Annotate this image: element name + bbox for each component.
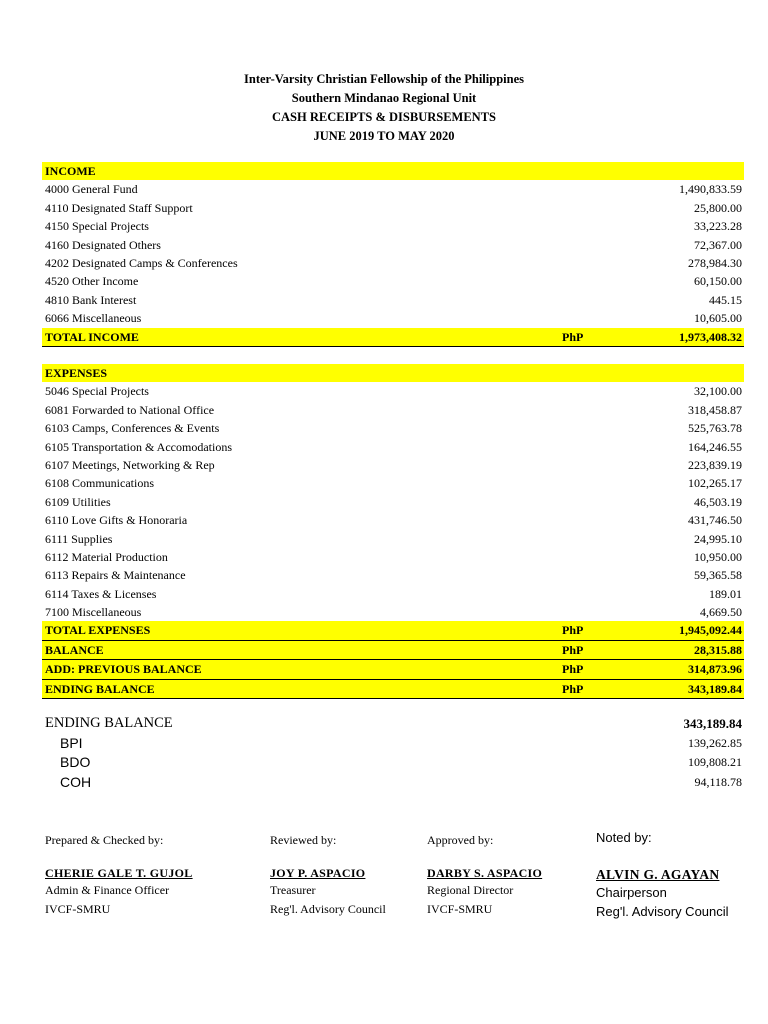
signatory-org: IVCF-SMRU (45, 902, 111, 916)
income-heading (42, 162, 744, 180)
expense-row (42, 493, 744, 511)
expenses-heading-label: EXPENSES (45, 366, 108, 380)
expense-row-label: 7100 Miscellaneous (45, 605, 142, 620)
expense-row (42, 438, 744, 456)
income-row (42, 254, 744, 272)
summary-row-amount: 94,118.78 (694, 774, 742, 789)
summary-row-label: COH (60, 773, 92, 790)
expense-total-row-amount: 28,315.88 (694, 642, 742, 657)
income-row (42, 272, 744, 290)
expense-row-amount: 59,365.58 (694, 568, 742, 583)
expense-row (42, 401, 744, 419)
income-row-amount: 33,223.28 (694, 219, 742, 234)
income-row-label: 4000 General Fund (45, 182, 138, 197)
total-income-row (42, 328, 744, 347)
expense-total-row-label: ENDING BALANCE (45, 681, 155, 696)
expense-row (42, 419, 744, 437)
expense-row-label: 6109 Utilities (45, 494, 111, 509)
income-row (42, 180, 744, 198)
summary-row-label: BPI (60, 734, 83, 751)
income-row-label: 4160 Designated Others (45, 237, 161, 252)
income-list (42, 180, 744, 327)
expense-row-amount: 46,503.19 (694, 494, 742, 509)
summary-row (42, 773, 744, 793)
unit-name: Southern Mindanao Regional Unit (291, 91, 477, 105)
expense-row-label: 6113 Repairs & Maintenance (45, 568, 186, 583)
signatory-role: Reviewed by: (270, 833, 337, 847)
expense-row-amount: 32,100.00 (694, 384, 742, 399)
ending-balance-summary (42, 714, 744, 792)
income-row (42, 199, 744, 217)
expense-row-amount: 24,995.10 (694, 531, 742, 546)
income-row (42, 309, 744, 327)
income-row-amount: 1,490,833.59 (679, 182, 742, 197)
signatory-role: Noted by: (596, 830, 652, 845)
signatory-role: Prepared & Checked by: (45, 833, 164, 847)
signatory-org: Reg'l. Advisory Council (596, 904, 729, 919)
document-header (0, 70, 768, 146)
expense-total-row-amount: 343,189.84 (688, 681, 742, 696)
signatory-reviewed (270, 830, 386, 919)
income-row-label: 6066 Miscellaneous (45, 311, 142, 326)
expense-row-amount: 525,763.78 (688, 421, 742, 436)
expense-row (42, 530, 744, 548)
income-heading-label: INCOME (45, 164, 96, 178)
income-row-label: 4520 Other Income (45, 274, 139, 289)
expense-total-row-currency: PhP (562, 623, 584, 638)
expense-row (42, 566, 744, 584)
income-section (42, 162, 744, 347)
income-row-amount: 25,800.00 (694, 200, 742, 215)
summary-row-label: BDO (60, 754, 91, 770)
signatory-name: CHERIE GALE T. GUJOL (45, 866, 193, 880)
signatory-approved (427, 830, 542, 919)
expense-row-amount: 4,669.50 (700, 605, 742, 620)
expense-total-row-label: TOTAL EXPENSES (45, 623, 151, 638)
signatory-name: DARBY S. ASPACIO (427, 866, 543, 880)
expense-row-label: 6103 Camps, Conferences & Events (45, 421, 220, 436)
expense-row-label: 6111 Supplies (45, 531, 113, 546)
income-row-label: 4150 Special Projects (45, 219, 149, 234)
expense-total-row (42, 680, 744, 699)
summary-row-amount: 109,808.21 (688, 755, 742, 769)
expense-total-row (42, 621, 744, 640)
signatory-title: Chairperson (596, 885, 667, 900)
org-name: Inter-Varsity Christian Fellowship of the Philippines (244, 72, 524, 86)
income-row (42, 236, 744, 254)
income-row-label: 4110 Designated Staff Support (45, 200, 193, 215)
expense-row-amount: 102,265.17 (688, 476, 742, 491)
summary-label: ENDING BALANCE (45, 715, 173, 731)
expense-row-amount: 164,246.55 (688, 439, 742, 454)
expense-total-row-currency: PhP (562, 642, 584, 657)
expense-total-row-label: ADD: PREVIOUS BALANCE (45, 662, 202, 677)
income-row (42, 291, 744, 309)
signatory-noted (596, 828, 729, 921)
expense-row (42, 603, 744, 621)
income-row-amount: 278,984.30 (688, 255, 742, 270)
expenses-heading (42, 364, 744, 382)
total-income-label: TOTAL INCOME (45, 329, 139, 344)
summary-amount: 343,189.84 (683, 716, 742, 731)
income-row-amount: 72,367.00 (694, 237, 742, 252)
signatory-org: IVCF-SMRU (427, 902, 493, 916)
total-income-currency: PhP (562, 329, 584, 344)
expense-row-label: 6112 Material Production (45, 549, 168, 564)
expense-row-label: 6108 Communications (45, 476, 154, 491)
expenses-list (42, 382, 744, 621)
signatory-prepared (45, 830, 193, 919)
income-row-amount: 10,605.00 (694, 311, 742, 326)
expense-row-label: 6107 Meetings, Networking & Rep (45, 457, 215, 472)
expense-row (42, 511, 744, 529)
expense-row (42, 474, 744, 492)
expense-row-label: 6110 Love Gifts & Honoraria (45, 513, 188, 528)
signatory-name: ALVIN G. AGAYAN (596, 867, 720, 882)
expense-row (42, 585, 744, 603)
expense-total-row-amount: 1,945,092.44 (679, 623, 742, 638)
summary-list (42, 734, 744, 793)
expense-row-amount: 189.01 (709, 586, 742, 601)
expenses-section (42, 364, 744, 699)
expense-row-amount: 10,950.00 (694, 549, 742, 564)
expense-row-amount: 431,746.50 (688, 513, 742, 528)
expense-total-row (42, 641, 744, 660)
summary-row (42, 753, 744, 773)
income-row-amount: 60,150.00 (694, 274, 742, 289)
expense-row-label: 6114 Taxes & Licenses (45, 586, 157, 601)
expense-totals (42, 621, 744, 699)
income-row (42, 217, 744, 235)
summary-row-amount: 139,262.85 (688, 735, 742, 750)
signatory-name: JOY P. ASPACIO (270, 866, 366, 880)
expense-row-label: 6105 Transportation & Accomodations (45, 439, 232, 454)
expense-row-amount: 223,839.19 (688, 457, 742, 472)
summary-total-row (42, 714, 744, 734)
report-title: CASH RECEIPTS & DISBURSEMENTS (271, 110, 496, 124)
total-income-amount: 1,973,408.32 (679, 329, 742, 344)
expense-total-row-currency: PhP (562, 662, 584, 677)
expense-row (42, 456, 744, 474)
expense-row (42, 382, 744, 400)
signatory-org: Reg'l. Advisory Council (270, 902, 386, 916)
signatory-role: Approved by: (427, 833, 494, 847)
signatory-title: Regional Director (427, 883, 514, 897)
signatory-title: Admin & Finance Officer (45, 883, 170, 897)
income-row-label: 4202 Designated Camps & Conferences (45, 255, 238, 270)
income-row-label: 4810 Bank Interest (45, 292, 137, 307)
expense-row-label: 6081 Forwarded to National Office (45, 402, 215, 417)
summary-row (42, 734, 744, 754)
expense-total-row-currency: PhP (562, 681, 584, 696)
income-row-amount: 445.15 (709, 292, 742, 307)
expense-row-label: 5046 Special Projects (45, 384, 149, 399)
signatory-title: Treasurer (270, 883, 316, 897)
expense-total-row (42, 660, 744, 679)
expense-total-row-amount: 314,873.96 (688, 662, 742, 677)
expense-total-row-label: BALANCE (45, 642, 104, 657)
expense-row (42, 548, 744, 566)
report-period: JUNE 2019 TO MAY 2020 (313, 129, 455, 143)
expense-row-amount: 318,458.87 (688, 402, 742, 417)
